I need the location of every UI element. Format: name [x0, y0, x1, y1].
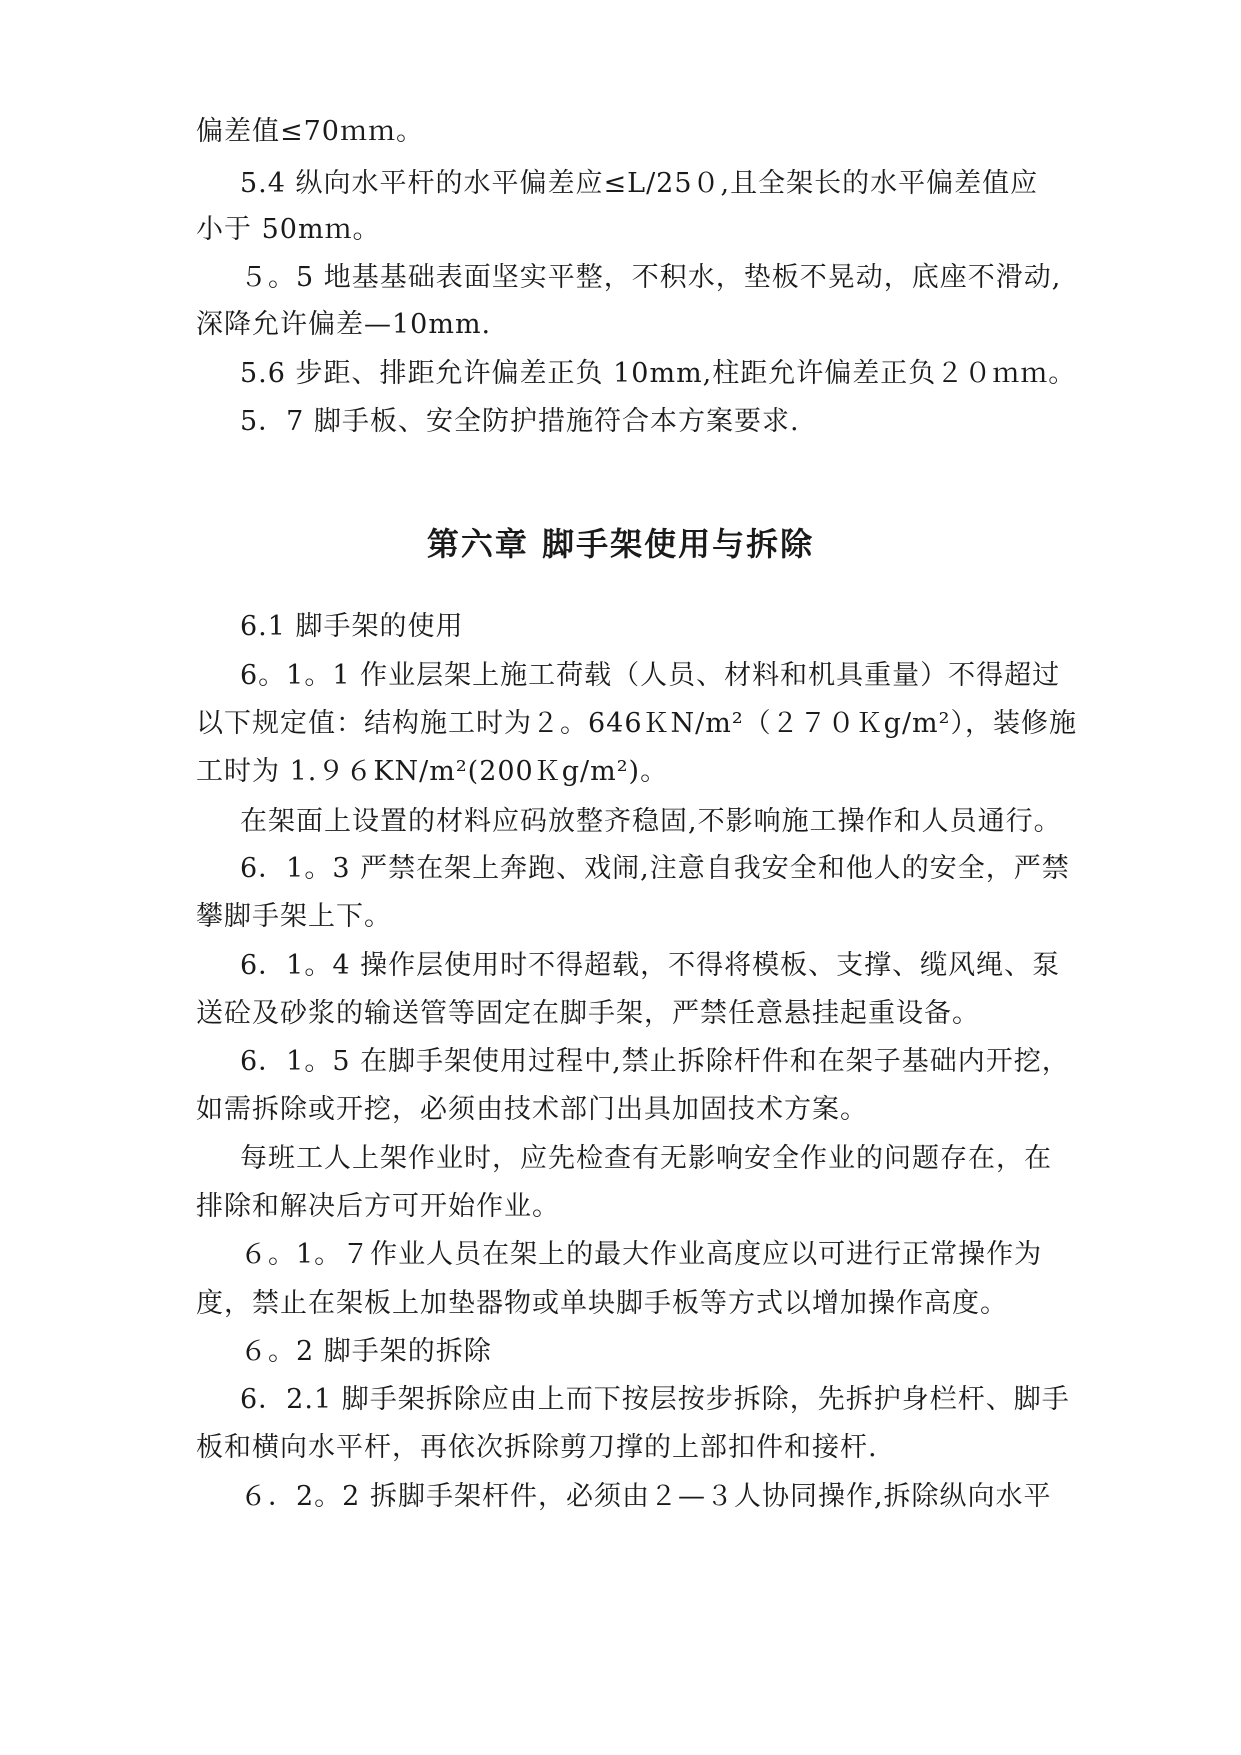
- paragraph-line: ６。1。７作业人员在架上的最大作业高度应以可进行正常操作为: [240, 1239, 1043, 1270]
- section-heading: ６。2 脚手架的拆除: [240, 1336, 492, 1367]
- paragraph-line: 6．1。5 在脚手架使用过程中,禁止拆除杆件和在架子基础内开挖，: [240, 1046, 1070, 1077]
- paragraph-line: ６．2。2 拆脚手架杆件，必须由２—３人协同操作,拆除纵向水平: [240, 1481, 1052, 1512]
- paragraph-line: 以下规定值：结构施工时为２。646ＫN/m²（２７０Ｋg/m²），装修施: [196, 708, 1077, 739]
- paragraph-line: 深降允许偏差—10mm.: [196, 309, 492, 340]
- paragraph-line: 6．1。3 严禁在架上奔跑、戏闹,注意自我安全和他人的安全，严禁: [240, 853, 1070, 884]
- paragraph-line: 送砼及砂浆的输送管等固定在脚手架，严禁任意悬挂起重设备。: [196, 998, 980, 1029]
- paragraph-line: 5．7 脚手板、安全防护措施符合本方案要求.: [240, 406, 800, 437]
- paragraph-line: 6。1。1 作业层架上施工荷载（人员、材料和机具重量）不得超过: [240, 660, 1061, 691]
- paragraph-line: 攀脚手架上下。: [196, 901, 392, 932]
- paragraph-line: 板和横向水平杆，再依次拆除剪刀撑的上部扣件和接杆.: [196, 1432, 878, 1463]
- paragraph-line: 工时为 1.９６KN/m²(200Ｋg/m²)。: [196, 756, 669, 787]
- paragraph-line: ５。5 地基基础表面坚实平整，不积水，垫板不晃动，底座不滑动,: [240, 262, 1062, 293]
- paragraph-line: 度，禁止在架板上加垫器物或单块脚手板等方式以增加操作高度。: [196, 1288, 1008, 1319]
- chapter-title: 第六章 脚手架使用与拆除: [426, 525, 815, 563]
- paragraph-line: 偏差值≤70ｍｍ。: [196, 116, 424, 147]
- paragraph-line: 6．2.1 脚手架拆除应由上而下按层按步拆除，先拆护身栏杆、脚手: [240, 1384, 1070, 1415]
- paragraph-line: 小于 50mｍ。: [196, 214, 381, 245]
- paragraph-line: 每班工人上架作业时，应先检查有无影响安全作业的问题存在，在: [240, 1143, 1052, 1174]
- paragraph-line: 5.6 步距、排距允许偏差正负 10mm,柱距允许偏差正负２０ｍｍ。: [240, 358, 1077, 389]
- paragraph-line: 6．1。4 操作层使用时不得超载，不得将模板、支撑、缆风绳、泵: [240, 950, 1061, 981]
- section-heading: 6.1 脚手架的使用: [240, 611, 464, 642]
- paragraph-line: 5.4 纵向水平杆的水平偏差应≤L/25０,且全架长的水平偏差值应: [240, 168, 1039, 199]
- paragraph-line: 如需拆除或开挖，必须由技术部门出具加固技术方案。: [196, 1094, 868, 1125]
- paragraph-line: 排除和解决后方可开始作业。: [196, 1191, 560, 1222]
- paragraph-line: 在架面上设置的材料应码放整齐稳固,不影响施工操作和人员通行。: [240, 806, 1062, 837]
